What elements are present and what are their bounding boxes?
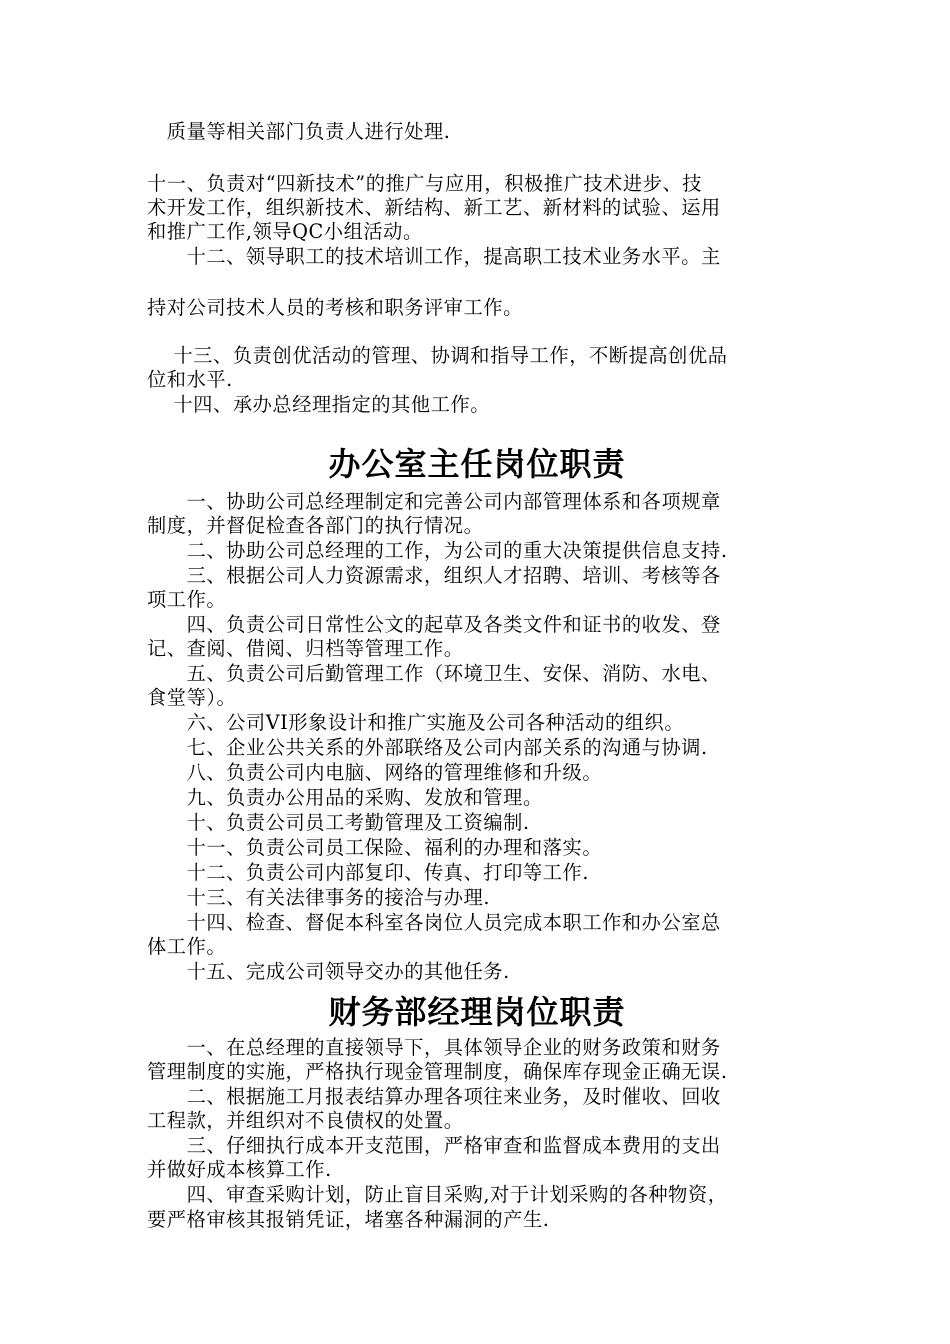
paragraph-line: 术开发工作，组织新技术、新结构、新工艺、新材料的试验、运用 [147, 196, 721, 219]
paragraph-line: 十一、负责对“四新技术”的推广与应用，积极推广技术进步、技 [147, 172, 703, 195]
paragraph-line: 一、在总经理的直接领导下，具体领导企业的财务政策和财务 [147, 1036, 721, 1059]
paragraph-line: 并做好成本核算工作. [147, 1158, 332, 1181]
paragraph-line: 项工作。 [147, 588, 227, 611]
section-title-finance-manager: 财务部经理岗位职责 [328, 993, 626, 1031]
paragraph-line: 持对公司技术人员的考核和职务评审工作。 [147, 296, 523, 319]
paragraph-line: 十五、完成公司领导交办的其他任务. [147, 960, 510, 983]
paragraph-line: 十三、有关法律事务的接洽与办理. [147, 886, 491, 909]
paragraph-line: 管理制度的实施，严格执行现金管理制度，确保库存现金正确无误. [147, 1060, 728, 1083]
paragraph-line: 体工作。 [147, 935, 227, 958]
paragraph-line: 三、根据公司人力资源需求，组织人才招聘、培训、考核等各 [147, 564, 721, 587]
paragraph-line: 九、负责办公用品的采购、发放和管理。 [147, 786, 543, 809]
paragraph-line: 十四、检查、督促本科室各岗位人员完成本职工作和办公室总 [147, 911, 721, 934]
section-title-office-director: 办公室主任岗位职责 [328, 445, 626, 483]
paragraph-line: 十、负责公司员工考勤管理及工资编制. [147, 811, 530, 834]
paragraph-line: 二、根据施工月报表结算办理各项往来业务，及时催收、回收 [147, 1085, 721, 1108]
paragraph-line: 四、负责公司日常性公文的起草及各类文件和证书的收发、登 [147, 613, 721, 636]
paragraph-line: 食堂等）。 [147, 686, 237, 709]
paragraph-line: 记、查阅、借阅、归档等管理工作。 [147, 637, 464, 660]
paragraph-line: 工程款，并组织对不良债权的处置。 [147, 1109, 464, 1132]
paragraph-line: 十二、领导职工的技术培训工作，提高职工技术业务水平。主 [147, 245, 721, 268]
paragraph-line: 十一、负责公司员工保险、福利的办理和落实。 [147, 836, 603, 859]
paragraph-line: 制度，并督促检查各部门的执行情况。 [147, 514, 484, 537]
paragraph-line: 和推广工作,领导QC小组活动。 [147, 220, 423, 243]
paragraph-line: 四、审查采购计划，防止盲目采购,对于计划采购的各种物资， [147, 1183, 728, 1206]
paragraph-line: 八、负责公司内电脑、网络的管理维修和升级。 [147, 761, 603, 784]
paragraph-line: 六、公司VI形象设计和推广实施及公司各种活动的组织。 [147, 711, 685, 734]
paragraph-line: 三、仔细执行成本开支范围，严格审查和监督成本费用的支出 [147, 1134, 721, 1157]
paragraph-line: 质量等相关部门负责人进行处理. [147, 120, 451, 143]
paragraph-line: 十三、负责创优活动的管理、协调和指导工作，不断提高创优品 [147, 344, 728, 367]
paragraph-line: 五、负责公司后勤管理工作（环境卫生、安保、消防、水电、 [147, 662, 721, 685]
paragraph-line: 位和水平. [147, 368, 233, 391]
paragraph-line: 十二、负责公司内部复印、传真、打印等工作. [147, 861, 590, 884]
paragraph-line: 要严格审核其报销凭证，堵塞各种漏洞的产生. [147, 1208, 550, 1231]
paragraph-line: 七、企业公共关系的外部联络及公司内部关系的沟通与协调. [147, 736, 708, 759]
paragraph-line: 十四、承办总经理指定的其他工作。 [147, 393, 491, 416]
paragraph-line: 一、协助公司总经理制定和完善公司内部管理体系和各项规章 [147, 490, 721, 513]
paragraph-line: 二、协助公司总经理的工作，为公司的重大决策提供信息支持. [147, 539, 728, 562]
